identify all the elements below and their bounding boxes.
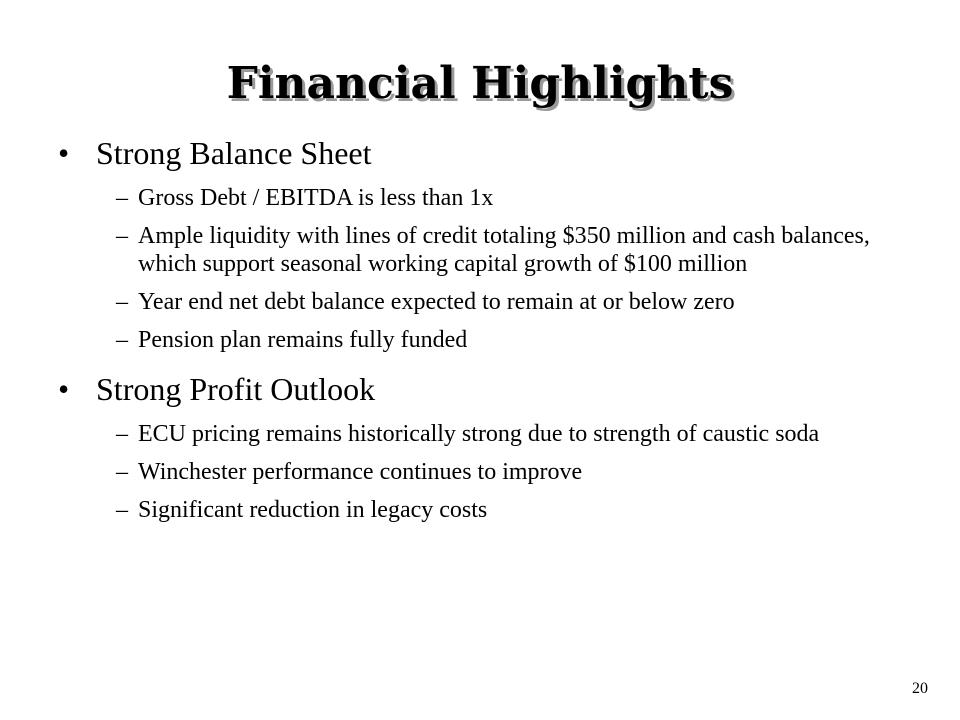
bullet-strong-balance-sheet: • Strong Balance Sheet bbox=[58, 132, 888, 174]
sub-bullet: – Gross Debt / EBITDA is less than 1x bbox=[58, 184, 888, 212]
sub-bullet: – Year end net debt balance expected to remain at or below zero bbox=[58, 288, 888, 316]
bullet-strong-profit-outlook: • Strong Profit Outlook bbox=[58, 368, 888, 410]
sub-bullet: – Ample liquidity with lines of credit totaling $350 million and cash balances, which support seasonal working capital growth of $100 million bbox=[58, 222, 888, 278]
sub-bullet: – Winchester performance continues to improve bbox=[58, 458, 888, 486]
sub-bullet: – Pension plan remains fully funded bbox=[58, 326, 888, 354]
slide-title: Financial Highlights bbox=[226, 58, 734, 109]
slide-content bbox=[58, 132, 888, 534]
sub-bullet: – ECU pricing remains historically strong due to strength of caustic soda bbox=[58, 420, 888, 448]
sub-bullet: – Significant reduction in legacy costs bbox=[58, 496, 888, 524]
page-number: 20 bbox=[912, 680, 928, 697]
